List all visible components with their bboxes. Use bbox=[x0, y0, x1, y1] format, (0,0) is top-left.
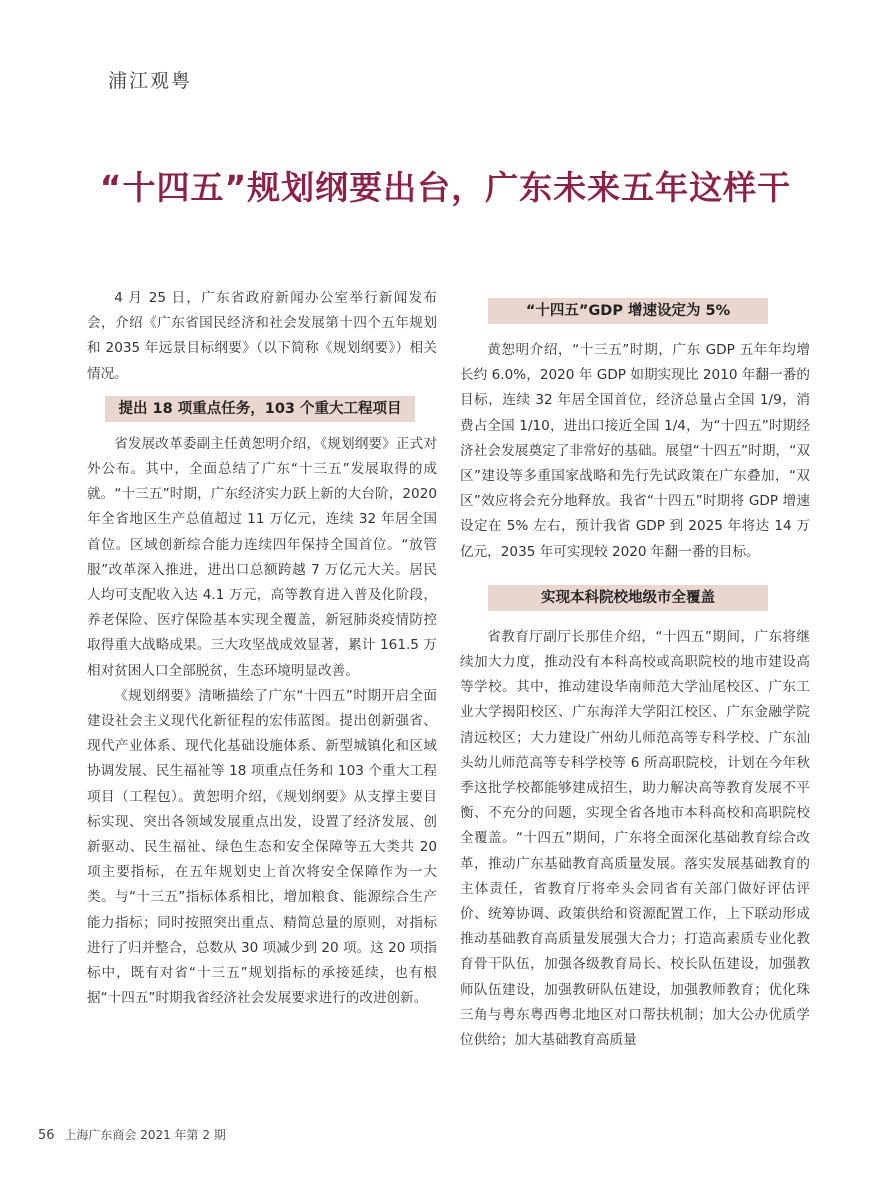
paragraph-achievements: 省发展改革委副主任黄恕明介绍，《规划纲要》正式对外公布。其中，全面总结了广东“十三五”发展取得的成就。“十三五”时期，广东经济实力跃上新的大台阶，2020 年全省地区生产总值超过 11 万亿元，连续 32 年居全国首位。区域创新综合能力连续四年保持全国首位。“放管服”改革深入推进，进出口总额跨越 7 万亿元大关。居民人均可支配收入达 4.1 万元，高等教育进入普及化阶段，养老保险、医疗保险基本实现全覆盖，新冠肺炎疫情防控取得重大战略成果。三大攻坚战成效显著，累计 161.5 万相对贫困人口全部脱贫，生态环境明显改善。 bbox=[87, 435, 437, 679]
paragraph-education: 省教育厅副厅长那佳介绍，“十四五”期间，广东将继续加大力度，推动没有本科高校或高职院校的地市建设高等学校。其中，推动建设华南师范大学汕尾校区、广东工业大学揭阳校区、广东海洋大学阳江校区、广东金融学院清远校区；大力建设广州幼儿师范高等专科学校、广东汕头幼儿师范高等专科学校等 6 所高职院校，计划在今年秋季这批学校都能够建成招生，助力解决高等教育发展不平衡、不充分的问题，实现全省各地市本科高校和高职院校全覆盖。“十四五”期间，广东将全面深化基础教育综合改革，推动广东基础教育高质量发展。落实发展基础教育的主体责任，省教育厅将牵头会同省有关部门做好评估评价、统筹协调、政策供给和资源配置工作，上下联动形成推动基础教育高质量发展强大合力；打造高素质专业化教育骨干队伍，加强各级教育局长、校长队伍建设，加强教师队伍建设，加强教研队伍建设，加强教师教育；优化珠三角与粤东粤西粤北地区对口帮扶机制；加大公办优质学位供给；加大基础教育高质量 bbox=[460, 628, 810, 1049]
page-number: 56 bbox=[38, 1128, 55, 1143]
publication-name: 上海广东商会 2021 年第 2 期 bbox=[64, 1128, 226, 1142]
intro-paragraph: 4 月 25 日，广东省政府新闻办公室举行新闻发布会，介绍《广东省国民经济和社会发展第十四个五年规划和 2035 年远景目标纲要》（以下简称《规划纲要》）相关情况。 bbox=[87, 290, 437, 382]
left-column bbox=[87, 286, 437, 1011]
section-label: 浦江观粤 bbox=[108, 70, 193, 92]
paragraph-gdp: 黄恕明介绍，“十三五”时期，广东 GDP 五年年均增长约 6.0%，2020 年 GDP 如期实现比 2010 年翻一番的目标，连续 32 年居全国首位，经济总量占全国 1/9，消费占全国 1/10，进出口接近全国 1/4，为“十四五”时期经济社会发展奠定了非常好的基础。展望“十四五”时期，“双区”建设等多重国家战略和先行先试政策在广东叠加，“双区”效应将会充分地释放。我省“十四五”时期将 GDP 增速设定在 5% 左右，预计我省 GDP 到 2025 年将达 14 万亿元，2035 年可实现较 2020 年翻一番的目标。 bbox=[460, 342, 810, 560]
right-column bbox=[460, 286, 810, 1053]
paragraph-blueprint: 《规划纲要》清晰描绘了广东“十四五”时期开启全面建设社会主义现代化新征程的宏伟蓝图。提出创新强省、现代产业体系、现代化基础设施体系、新型城镇化和区域协调发展、民生福祉等 18 项重点任务和 103 个重大工程项目（工程包）。黄恕明介绍，《规划纲要》从支撑主要目标实现、突出各领域发展重点出发，设置了经济发展、创新驱动、民生福祉、绿色生态和安全保障等五大类共 20 项主要指标，在五年规划史上首次将安全保障作为一大类。与“十三五”指标体系相比，增加粮食、能源综合生产能力指标；同时按照突出重点、精简总量的原则，对指标进行了归并整合，总数从 30 项减少到 20 项。这 20 项指标中，既有对省“十三五”规划指标的承接延续，也有根据“十四五”时期我省经济社会发展要求进行的改进创新。 bbox=[87, 687, 437, 1007]
subheading-gdp-growth: “十四五”GDP 增速设定为 5% bbox=[488, 298, 768, 324]
subheading-key-tasks: 提出 18 项重点任务，103 个重大工程项目 bbox=[105, 396, 415, 422]
article-headline: “十四五”规划纲要出台，广东未来五年这样干 bbox=[99, 168, 792, 207]
subheading-universities: 实现本科院校地级市全覆盖 bbox=[488, 585, 768, 611]
page-footer bbox=[38, 1126, 226, 1143]
